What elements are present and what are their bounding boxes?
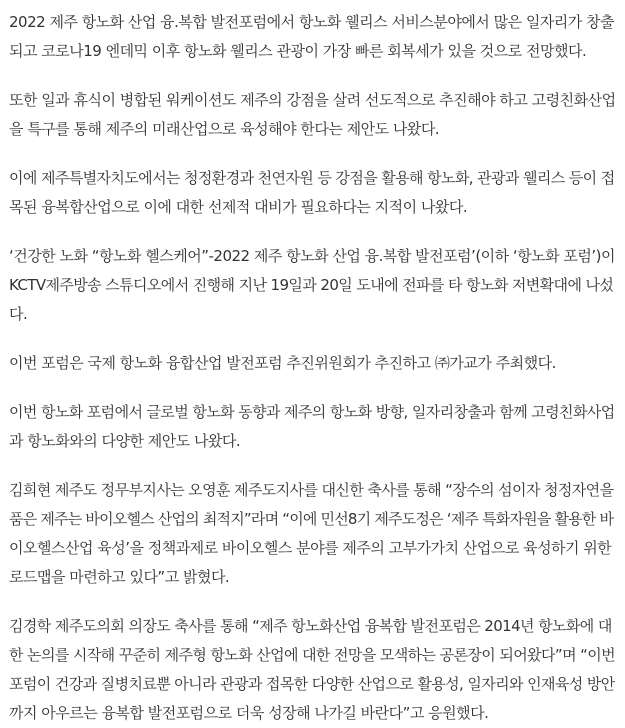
paragraph-line: KCTV제주방송 스튜디오에서 진행해 지난 19일과 20일 도내에 전파를 타 항노화 저변확대에 나섰 <box>9 276 614 294</box>
paragraph-line: 이번 포럼은 국제 항노화 융합산업 발전포럼 추진위원회가 추진하고 ㈜가교가 주최했다. <box>9 354 556 372</box>
paragraph-line: 2022 제주 항노화 산업 융.복합 발전포럼에서 항노화 웰리스 서비스분야에서 많은 일자리가 창출 <box>9 13 615 31</box>
paragraph-line: 로드맵을 마련하고 있다”고 밝혔다. <box>9 568 230 586</box>
article-paragraph-6 <box>9 398 616 456</box>
paragraph-line: 한 논의를 시작해 꾸준히 제주형 항노화 산업에 대한 전망을 모색하는 공론장이 되어왔다”며 “이번 <box>9 646 616 664</box>
paragraph-line: 김희현 제주도 정무부지사는 오영훈 제주도지사를 대신한 축사를 통해 “장수의 섬이자 청정자연을 <box>9 481 614 499</box>
article-paragraph-5 <box>9 349 616 378</box>
paragraph-line: 이오헬스산업 육성’을 정책과제로 바이오헬스 분야를 제주의 고부가가치 산업으로 육성하기 위한 <box>9 539 612 557</box>
article-paragraph-2 <box>9 86 616 144</box>
paragraph-line: 김경학 제주도의회 의장도 축사를 통해 “제주 항노화산업 융복합 발전포럼은 2014년 항노화에 대 <box>9 617 612 635</box>
article-paragraph-3 <box>9 164 616 222</box>
article-paragraph-4 <box>9 242 616 329</box>
paragraph-line: 을 특구를 통해 제주의 미래산업으로 육성해야 한다는 제안도 나왔다. <box>9 120 440 138</box>
paragraph-line: 이번 항노화 포럼에서 글로벌 항노화 동향과 제주의 항노화 방향, 일자리창출과 함께 고령친화사업 <box>9 403 615 421</box>
paragraph-line: ‘건강한 노화 “항노화 헬스케어”-2022 제주 항노화 산업 융.복합 발전포럼’(이하 ‘항노화 포럼’)이 <box>9 247 616 265</box>
paragraph-line: 이에 제주특별자치도에서는 청정환경과 천연자원 등 강점을 활용해 항노화, 관광과 웰리스 등이 접 <box>9 169 615 187</box>
paragraph-line: 품은 제주는 바이오헬스 산업의 최적지”라며 “이에 민선8기 제주도정은 ‘제주 특화자원을 활용한 바 <box>9 510 614 528</box>
paragraph-line: 목된 융복합산업으로 이에 대한 선제적 대비가 필요하다는 지적이 나왔다. <box>9 198 468 216</box>
paragraph-line: 과 항노화와의 다양한 제안도 나왔다. <box>9 432 241 450</box>
article-paragraph-7 <box>9 476 616 592</box>
paragraph-line: 다. <box>9 305 28 323</box>
paragraph-line: 까지 아우르는 융복합 발전포럼으로 더욱 성장해 나가길 바란다”고 응원했다. <box>9 704 489 722</box>
paragraph-line: 되고 코로나19 엔데믹 이후 항노화 웰리스 관광이 가장 빠른 회복세가 있을 것으로 전망했다. <box>9 42 587 60</box>
paragraph-line: 포럼이 건강과 질병치료뿐 아니라 관광과 접목한 다양한 산업으로 활용성, 일자리와 인재육성 방안 <box>9 675 615 693</box>
paragraph-line: 또한 일과 휴식이 병합된 워케이션도 제주의 강점을 살려 선도적으로 추진해야 하고 고령친화산업 <box>9 91 616 109</box>
article-paragraph-1 <box>9 8 616 66</box>
article-paragraph-8 <box>9 612 616 728</box>
